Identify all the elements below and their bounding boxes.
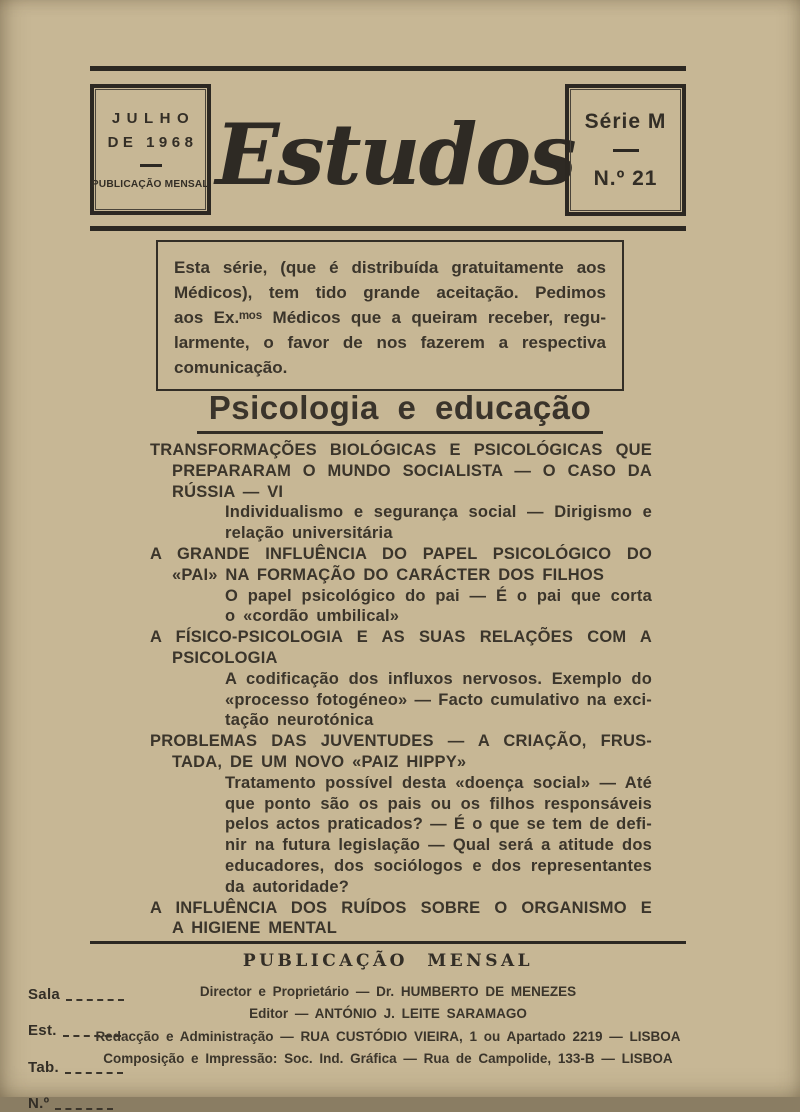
library-field-label: Tab. (28, 1059, 59, 1076)
notice-line: larmente, o favor de nos fazerem a respectiva (174, 330, 606, 355)
toc-subline: que ponto são os pais ou os filhos responsáveis (225, 794, 652, 815)
toc-subline: «processo fotogéneo» — Facto cumulativo na exci- (225, 690, 652, 711)
footer-divider-rule (90, 941, 686, 944)
issue-caption: PUBLICAÇÃO MENSAL (92, 178, 209, 190)
toc-subline: tação neurotónica (225, 710, 652, 731)
imprint-line: Composição e Impressão: Soc. Ind. Gráfica — Rua de Campolide, 133-B — LISBOA (90, 1048, 686, 1070)
separator-dash (140, 164, 162, 167)
toc-subline: da autoridade? (225, 877, 652, 898)
library-field-blank-line (63, 1035, 121, 1037)
library-field-label: Est. (28, 1022, 57, 1039)
toc-subline: pelos actos praticados? — É o que se tem de defi- (225, 814, 652, 835)
issue-year: DE 1968 (104, 134, 198, 151)
toc-heading-line: PROBLEMAS DAS JUVENTUDES — A CRIAÇÃO, FRUS- (150, 731, 652, 752)
toc-subline: A codificação dos influxos nervosos. Exemplo do (225, 669, 652, 690)
library-field-row (28, 966, 148, 1003)
top-rule (90, 66, 686, 71)
library-field-blank-line (66, 999, 124, 1001)
toc-heading-line: TADA, DE UM NOVO «PAIZ HIPPY» (172, 752, 652, 773)
toc-heading-line: A HIGIENE MENTAL (172, 918, 652, 939)
toc-heading-line: A FÍSICO-PSICOLOGIA E AS SUAS RELAÇÕES COM A (150, 627, 652, 648)
toc-subline: Individualismo e segurança social — Dirigismo e (225, 502, 652, 523)
imprint-line: Redacção e Administração — RUA CUSTÓDIO VIEIRA, 1 ou Apartado 2219 — LISBOA (90, 1026, 686, 1048)
toc-subline: relação universitária (225, 523, 652, 544)
imprint-block (90, 981, 686, 1070)
toc-heading-line: TRANSFORMAÇÕES BIOLÓGICAS E PSICOLÓGICAS QUE (150, 440, 652, 461)
toc-heading-line: PSICOLOGIA (172, 648, 652, 669)
library-stamp-fields (28, 966, 148, 1112)
toc-heading-line: A GRANDE INFLUÊNCIA DO PAPEL PSICOLÓGICO DO (150, 544, 652, 565)
notice-line: comunicação. (174, 355, 606, 380)
header-divider-rule (90, 226, 686, 231)
library-field-blank-line (65, 1072, 123, 1074)
library-field-label: N.º (28, 1095, 49, 1112)
library-field-row (28, 1003, 148, 1040)
imprint-line: Editor — ANTÓNIO J. LEITE SARAMAGO (90, 1003, 686, 1025)
library-field-label: Sala (28, 986, 60, 1003)
separator-dash (613, 149, 639, 152)
library-field-blank-line (55, 1108, 113, 1110)
table-of-contents (150, 440, 652, 939)
title-row (0, 390, 800, 434)
page-title: Psicologia e educação (197, 390, 603, 434)
toc-subline: Tratamento possível desta «doença social» — Até (225, 773, 652, 794)
library-field-row (28, 1076, 148, 1112)
toc-subline: O papel psicológico do pai — É o pai que corta (225, 586, 652, 607)
subscription-notice-box (156, 240, 624, 391)
toc-heading-line: RÚSSIA — VI (172, 482, 652, 503)
issue-month: JULHO (106, 110, 195, 127)
toc-subline: o «cordão umbilical» (225, 606, 652, 627)
series-name: Série M (585, 110, 667, 134)
toc-heading-line: «PAI» NA FORMAÇÃO DO CARÁCTER DOS FILHOS (172, 565, 652, 586)
notice-line: Esta série, (que é distribuída gratuitamente aos (174, 255, 606, 280)
toc-heading-line: PREPARARAM O MUNDO SOCIALISTA — O CASO DA (172, 461, 652, 482)
notice-line: Médicos), tem tido grande aceitação. Pedimos (174, 280, 606, 305)
magazine-logo: Estudos (205, 90, 585, 220)
toc-heading-line: A INFLUÊNCIA DOS RUÍDOS SOBRE O ORGANISMO E (150, 898, 652, 919)
imprint-heading: PUBLICAÇÃO MENSAL (90, 951, 686, 971)
toc-subline: educadores, dos sociólogos e dos representantes (225, 856, 652, 877)
issue-number: N.º 21 (594, 167, 658, 191)
series-number-box (565, 84, 686, 216)
notice-line: aos Ex.ᵐᵒˢ Médicos que a queiram receber, regu- (174, 305, 606, 330)
library-field-row (28, 1039, 148, 1076)
imprint-line: Director e Proprietário — Dr. HUMBERTO DE MENEZES (90, 981, 686, 1003)
issue-date-box (90, 84, 211, 215)
toc-subline: nir na futura legislação — Qual será a atitude dos (225, 835, 652, 856)
